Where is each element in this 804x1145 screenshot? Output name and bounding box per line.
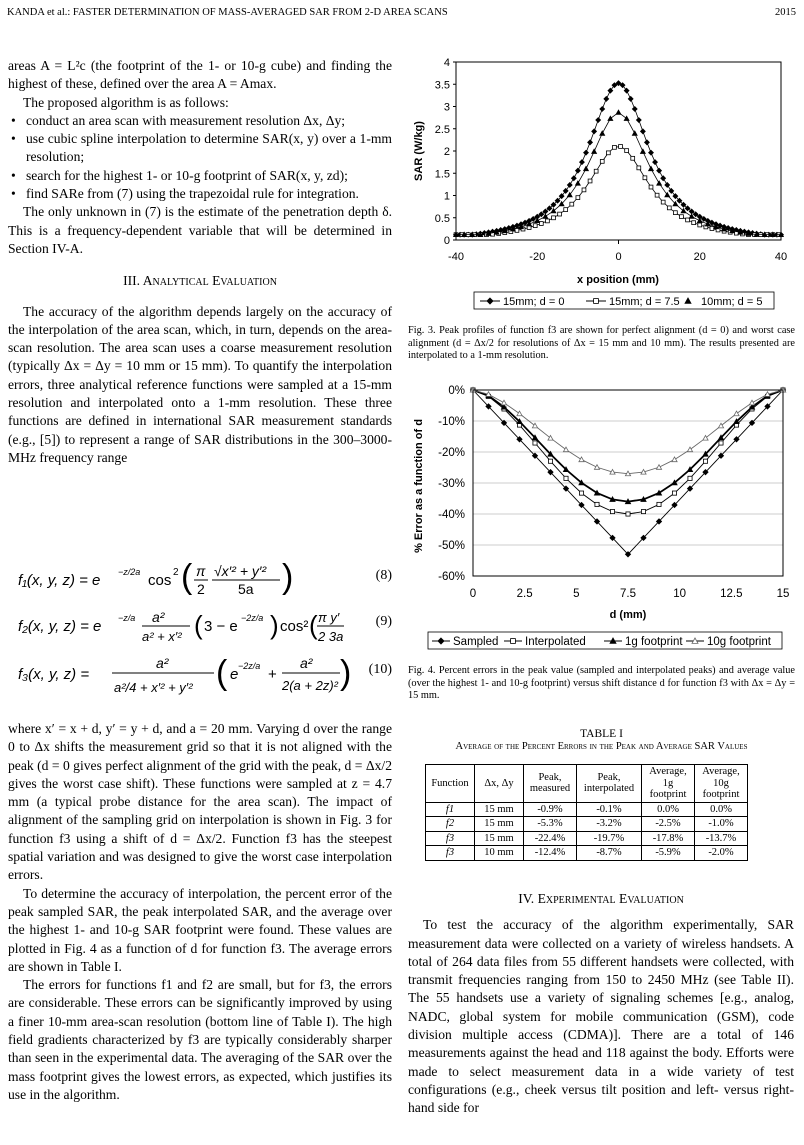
figure-4-caption: Fig. 4. Percent errors in the peak value (sampled and interpolated peaks) and average value (over the highest 1- and 10-g footprint) versus shift distance d for function f3 with Δx = Δy = 15 mm. [408, 665, 795, 702]
point-marker [576, 196, 580, 200]
svg-text:(: ( [309, 610, 318, 640]
point-marker [655, 193, 659, 197]
point-marker [632, 131, 637, 135]
point-marker [579, 457, 584, 462]
table-cell: -5.9% [642, 846, 695, 861]
table-cell: 10 mm [475, 846, 524, 861]
point-marker [667, 206, 671, 210]
table-cell: -0.9% [524, 802, 577, 817]
point-marker [657, 181, 662, 185]
table-cell: -22.4% [524, 831, 577, 846]
point-marker [564, 476, 568, 480]
table-cell: -5.3% [524, 817, 577, 832]
legend-label: Interpolated [525, 636, 586, 648]
svg-text:f₁(x, y, z) = e: f₁(x, y, z) = e [18, 572, 101, 589]
svg-text:(: ( [216, 654, 228, 692]
equation-8-formula [18, 558, 318, 602]
point-marker [672, 491, 676, 495]
point-marker [575, 168, 580, 173]
point-marker [649, 166, 654, 170]
point-marker [657, 502, 661, 506]
point-marker [552, 216, 556, 220]
legend-label: 1g footprint [625, 636, 683, 648]
series-diamond-filled [454, 81, 784, 237]
left-column-bottom [8, 720, 392, 1104]
svg-text:): ) [340, 654, 352, 692]
point-marker [636, 118, 641, 123]
table-cell: f2 [426, 817, 475, 832]
y-tick-label: -40% [438, 509, 465, 521]
point-marker [673, 211, 677, 215]
point-marker [584, 150, 589, 155]
x-tick-label: 0 [615, 251, 622, 263]
running-header: KANDA et al.: FASTER DETERMINATION OF MASS-AVERAGED SAR FROM 2-D AREA SCANS [7, 7, 448, 18]
table-header: Peak, measured [524, 765, 577, 803]
list-item: • search for the highest 1- or 10-g footprint of SAR(x, y, zd); [24, 167, 392, 185]
point-marker [545, 219, 549, 223]
point-marker [719, 441, 723, 445]
point-marker [533, 224, 537, 228]
svg-text:2: 2 [173, 567, 179, 578]
svg-text:−z/2a: −z/2a [118, 567, 141, 577]
table-cell: -8.7% [577, 846, 642, 861]
series-line [456, 146, 779, 234]
list-item: • find SARe from (7) using the trapezoidal rule for integration. [24, 185, 392, 203]
x-tick-label: -20 [529, 251, 546, 263]
point-marker [539, 212, 544, 217]
x-tick-label: 5 [573, 588, 580, 600]
svg-text:−2z/a: −2z/a [241, 613, 264, 623]
point-marker [596, 118, 601, 123]
x-tick-label: 10 [673, 588, 687, 600]
point-marker [616, 110, 621, 114]
y-tick-label: 4 [443, 57, 450, 69]
point-marker [582, 188, 586, 192]
x-tick-label: 0 [469, 588, 477, 600]
series-line [456, 112, 781, 234]
svg-text:π: π [196, 563, 206, 579]
series-1g-footprint [470, 387, 785, 503]
paragraph-intro: areas A = L²c (the footprint of the 1- or 10-g cube) and finding the highest of these, defined over the area A = Amax. [8, 58, 392, 92]
x-tick-label: 12.5 [720, 588, 743, 600]
svg-text:2: 2 [197, 581, 205, 597]
point-marker [665, 183, 670, 188]
table-cell: -0.1% [577, 802, 642, 817]
point-marker [692, 221, 696, 225]
equation-10-number: (10) [368, 662, 392, 677]
svg-text:+: + [268, 666, 277, 683]
svg-text:3 − e: 3 − e [204, 618, 238, 635]
y-tick-label: -30% [438, 478, 465, 490]
equation-9-number: (9) [375, 614, 392, 629]
svg-text:a²: a² [152, 609, 165, 625]
equation-10 [8, 652, 392, 698]
y-tick-label: -20% [438, 447, 465, 459]
point-marker [592, 149, 597, 153]
point-marker [672, 457, 677, 462]
point-marker [656, 465, 661, 470]
point-marker [632, 107, 637, 112]
svg-text:−2z/a: −2z/a [238, 661, 261, 671]
svg-text:): ) [282, 558, 294, 596]
point-marker [613, 145, 617, 149]
figure-3-chart [408, 48, 798, 316]
equation-10-formula [18, 652, 352, 700]
right-column-bottom [408, 890, 794, 1118]
point-marker [641, 509, 645, 513]
point-marker [640, 149, 645, 153]
svg-text:2 3a: 2 3a [318, 629, 344, 644]
table-header: Average, 1g footprint [642, 765, 695, 803]
y-tick-label: 0 [443, 235, 450, 247]
list-item: • use cubic spline interpolation to determine SAR(x, y) over a 1-mm resolution; [24, 130, 392, 167]
point-marker [637, 166, 641, 170]
y-tick-label: -10% [438, 416, 465, 428]
paragraph-where: where x′ = x + d, y′ = y + d, and a = 20 mm. Varying d over the range 0 to Δx shifts the measurement grid so that it is not aligned with the peak (d = 0 gives perfect alignment of the grid with the peak, d = Δx/2 gives the worst case shift). These functions were sampled at z = 4.7 mm (a typical probe distance for the area scan). The impact of alignment of the sampling grid on interpolation is shown in Fig. 3 for function f3 using a shift of d = Δx/2. Function f3 has the steepest spatial variation and was designed to give the worst case interpolation errors. [8, 721, 392, 883]
table-cell: f3 [426, 846, 475, 861]
point-marker [570, 202, 574, 206]
y-tick-label: 0% [448, 385, 465, 397]
series-square-open [454, 145, 781, 237]
series-triangle-filled [454, 110, 784, 237]
equation-8-number: (8) [375, 568, 392, 583]
list-item: • conduct an area scan with measurement resolution Δx, Δy; [24, 112, 392, 130]
svg-text:(: ( [194, 610, 203, 640]
point-marker [640, 129, 645, 134]
point-marker [571, 176, 576, 181]
x-axis-label: d (mm) [609, 609, 647, 621]
y-tick-label: -60% [438, 571, 465, 583]
x-tick-label: 40 [774, 251, 788, 263]
point-marker [558, 212, 562, 216]
y-tick-label: 3 [443, 101, 450, 114]
point-marker [539, 222, 543, 226]
table-cell: 0.0% [642, 802, 695, 817]
paragraph-accuracy: To determine the accuracy of interpolation, the percent error of the peak sampled SAR, the peak interpolated SAR, and the average over the highest 1- and 10-g SAR footprint were found. These values are plotted in Fig. 4 as a function of d for function f3. The average errors are shown in Table I. [8, 885, 392, 974]
svg-text:5a: 5a [238, 581, 254, 597]
point-marker [600, 131, 605, 135]
point-marker [649, 185, 653, 189]
svg-text:a²/4 + x′² + y′²: a²/4 + x′² + y′² [114, 680, 193, 695]
point-marker [575, 181, 580, 185]
table-cell: 15 mm [475, 817, 524, 832]
section-heading-4: IV. Experimental Evaluation [518, 891, 684, 906]
point-marker [688, 476, 692, 480]
table-cell: 0.0% [695, 802, 748, 817]
legend-label: 10g footprint [707, 636, 771, 648]
y-tick-label: 3.5 [434, 79, 450, 92]
point-marker [661, 176, 666, 181]
point-marker [698, 223, 702, 227]
point-marker [693, 212, 698, 217]
svg-text:a² + x′²: a² + x′² [142, 629, 182, 644]
point-marker [564, 208, 568, 212]
point-marker [584, 166, 589, 170]
svg-text:f₂(x, y, z) = e: f₂(x, y, z) = e [18, 618, 102, 635]
table-cell: -1.0% [695, 817, 748, 832]
point-marker [625, 149, 629, 153]
y-tick-label: 2 [443, 146, 450, 158]
section-heading-3: III. Analytical Evaluation [123, 273, 277, 289]
table-row [426, 817, 748, 832]
plot-frame [456, 62, 781, 240]
table-cell: -17.8% [642, 831, 695, 846]
algorithm-steps [8, 112, 392, 203]
paragraph-errors: The errors for functions f1 and f2 are small, but for f3, the errors are considerable. These errors can be significantly improved by using a finer 10-mm area-scan resolution (bottom line of Table I). The high field gradients characterized by f3 are typically considerably sharper than seen in the experimental data. The averaging of the SAR over the mass footprint gives the lowest errors, as expected, which justifies its use in the algorithm. [8, 977, 392, 1102]
point-marker [645, 140, 650, 145]
point-marker [619, 145, 623, 149]
table-1-subtitle: Average of the Percent Errors in the Peak and Average SAR Values [455, 741, 748, 752]
point-marker [595, 502, 599, 506]
equation-8 [8, 558, 392, 598]
legend-label: 15mm; d = 7.5 [609, 296, 680, 308]
series-10g-footprint [470, 387, 785, 475]
point-marker [580, 160, 585, 165]
x-tick-label: -40 [448, 251, 464, 263]
table-header: Function [426, 765, 475, 803]
table-header: Δx, Δy [475, 765, 524, 803]
equation-9-formula [18, 604, 348, 648]
x-tick-label: 20 [693, 251, 706, 263]
point-marker [653, 160, 658, 165]
point-marker [588, 140, 593, 145]
y-axis-label: % Error as a function of d [413, 419, 425, 553]
svg-text:f₃(x, y, z) =: f₃(x, y, z) = [18, 666, 90, 683]
point-marker [749, 400, 754, 405]
x-tick-label: 15 [776, 588, 790, 600]
table-header: Peak, interpolated [577, 765, 642, 803]
point-marker [626, 512, 630, 516]
table-cell: f1 [426, 802, 475, 817]
table-cell: -2.0% [695, 846, 748, 861]
point-marker [517, 411, 522, 416]
point-marker [649, 150, 654, 155]
page-number: 2015 [775, 7, 796, 18]
point-marker [631, 156, 635, 160]
paragraph-analytical: The accuracy of the algorithm depends largely on the accuracy of the interpolation of the area scan, which, in turn, depends on the area-scan resolution. The area scan uses a coarse measurement resolution (typically Δx = Δy = 10 mm or 15 mm). To quantify the interpolation errors, three analytical reference functions were sampled at a 15-mm resolution and interpolated onto a 1-mm resolution. These three functions are defined in international SAR measurement standards (e.g., [5]) to represent a range of SAR distributions in the 300–3000-MHz frequency range [8, 303, 392, 465]
svg-text:): ) [270, 610, 279, 640]
svg-text:a²: a² [156, 655, 169, 671]
y-axis-label: SAR (W/kg) [413, 121, 425, 181]
x-tick-label: 7.5 [620, 588, 636, 600]
y-tick-label: -50% [438, 540, 465, 552]
point-marker [594, 299, 599, 304]
point-marker [734, 411, 739, 416]
point-marker [501, 400, 506, 405]
table-row [426, 831, 748, 846]
point-marker [657, 168, 662, 173]
svg-text:e: e [230, 666, 239, 683]
left-column-top [8, 57, 392, 467]
point-marker [643, 176, 647, 180]
table-row [426, 846, 748, 861]
series-line [473, 390, 783, 474]
y-tick-label: 1.5 [434, 168, 450, 181]
point-marker [533, 441, 537, 445]
table-cell: 15 mm [475, 802, 524, 817]
figure-3-caption: Fig. 3. Peak profiles of function f3 are shown for perfect alignment (d = 0) and worst case alignment (d = Δx/2 for resolutions of Δx = 15 mm and 10 mm). The results presented are interpolated to a 1-mm resolution. [408, 325, 795, 362]
equation-9 [8, 604, 392, 644]
series-line [473, 390, 783, 502]
point-marker [594, 169, 598, 173]
paragraph-experimental: To test the accuracy of the algorithm experimentally, SAR measurement data were collected on a variety of wireless handsets. A total of 264 data files from 55 different handsets were collected, with transmit frequencies ranging from 150 to 2450 MHz (see Table II). The 55 handsets use a variety of signaling schemes [e.g., analog, NADC, global system for mobile communication (GSM), code division multiple access (CDMA)]. There are a total of 146 measurements against the head and 118 against the body. Efforts were made to select measurement data in a wide variety of test configurations (e.g., cheek versus tilt position and left- versus right-hand side for [408, 917, 794, 1116]
y-tick-label: 1 [443, 190, 450, 203]
svg-text:√x′² + y′²: √x′² + y′² [214, 563, 267, 579]
y-tick-label: 0.5 [434, 212, 450, 225]
table-1-title: TABLE I [580, 728, 623, 740]
svg-text:(: ( [181, 558, 193, 596]
point-marker [594, 465, 599, 470]
svg-text:a²: a² [300, 655, 313, 671]
paragraph-algorithm: The proposed algorithm is as follows: [23, 94, 229, 110]
point-marker [661, 200, 665, 204]
table-header-row [426, 765, 748, 803]
point-marker [610, 509, 614, 513]
point-marker [548, 459, 552, 463]
point-marker [680, 215, 684, 219]
table-header: Average, 10g footprint [695, 765, 748, 803]
legend-label: 10mm; d = 5 [701, 296, 763, 308]
table-cell: -2.5% [642, 817, 695, 832]
y-tick-label: 2.5 [434, 123, 450, 136]
point-marker [600, 107, 605, 112]
table-cell: -3.2% [577, 817, 642, 832]
figure-4-chart [408, 378, 798, 650]
point-marker [579, 491, 583, 495]
table-cell: -12.4% [524, 846, 577, 861]
point-marker [606, 151, 610, 155]
point-marker [703, 459, 707, 463]
legend-label: Sampled [453, 636, 499, 648]
svg-text:2(a + 2z)²: 2(a + 2z)² [282, 678, 338, 693]
point-marker [511, 639, 516, 644]
point-marker [567, 183, 572, 188]
svg-text:cos: cos [148, 572, 172, 589]
svg-text:−z/a: −z/a [118, 613, 136, 623]
series-line [456, 83, 781, 235]
table-1 [425, 764, 748, 861]
table-row [426, 802, 748, 817]
x-tick-label: 2.5 [516, 588, 533, 600]
point-marker [600, 159, 604, 163]
point-marker [604, 96, 609, 101]
point-marker [628, 96, 633, 101]
table-cell: -19.7% [577, 831, 642, 846]
table-cell: -13.7% [695, 831, 748, 846]
svg-text:π y′: π y′ [318, 610, 340, 625]
table-cell: 15 mm [475, 831, 524, 846]
svg-text:cos²: cos² [280, 618, 309, 635]
table-cell: f3 [426, 831, 475, 846]
point-marker [592, 129, 597, 134]
paragraph-penetration: The only unknown in (7) is the estimate of the penetration depth δ. This is a frequency-dependent variable that will be determined in Section IV-A. [8, 204, 392, 256]
legend-label: 15mm; d = 0 [503, 296, 565, 308]
x-axis-label: x position (mm) [577, 274, 659, 286]
point-marker [588, 179, 592, 183]
